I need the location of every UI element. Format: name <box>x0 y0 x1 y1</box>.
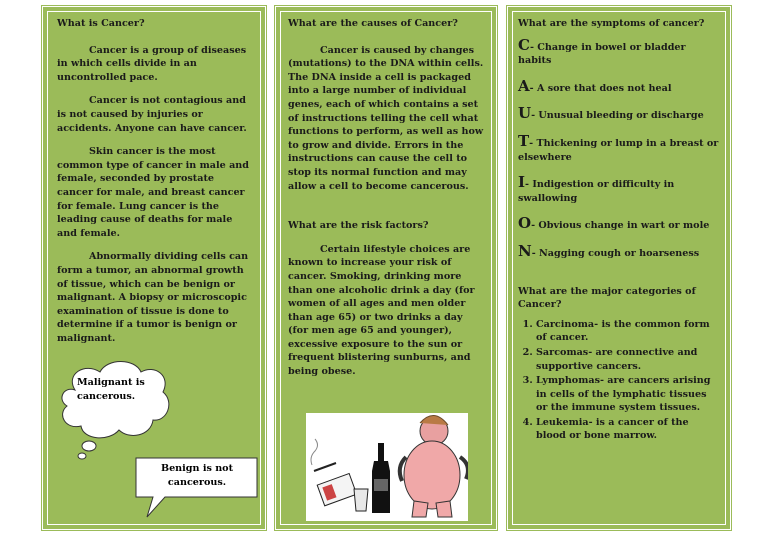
symptom-letter: A <box>518 76 530 95</box>
category-item: 1. Carcinoma- is the common form of cancer. <box>536 318 720 345</box>
symptom-letter: T <box>518 131 530 150</box>
paragraph-tumor: Abnormally dividing cells can form a tumor, an abnormal growth of tissue, which can be benign or malignant. A biopsy or microscopic examination of tissue is done to determine if a tumor is benign or malignant. <box>57 251 249 344</box>
panel1-text <box>57 17 253 355</box>
symptom-item <box>518 173 720 205</box>
thought-cloud-icon <box>55 360 173 460</box>
symptom-letter: I <box>518 173 526 192</box>
symptom-text: - Change in bowel or bladder habits <box>518 41 686 67</box>
paragraph-risk-factors: Certain lifestyle choices are known to increase your risk of cancer. Smoking, drinking more than one alcoholic drink a day (for women of all ages and men older than age 65) or two drinks a day (for men age 65 and younger), excessive exposure to the sun or frequent blistering sunburns, and being obese. <box>288 243 475 378</box>
category-item: 4. Leukemia- is a cancer of the blood or bone marrow. <box>536 416 720 443</box>
paragraph-not-contagious: Cancer is not contagious and is not caused by injuries or accidents. Anyone can have cancer. <box>57 95 247 134</box>
symptom-text: - Thickening or lump in a breast or elsewhere <box>518 137 719 163</box>
paragraph-definition: Cancer is a group of diseases in which cells divide in an uncontrolled pace. <box>57 44 247 83</box>
symptom-item <box>518 131 720 164</box>
callout-text-benign: Benign is not cancerous. <box>160 463 234 488</box>
symptom-item <box>518 214 720 233</box>
symptom-letter: O <box>518 214 532 233</box>
paragraph-skin-cancer: Skin cancer is the most common type of cancer in male and female, seconded by prostate cancer for male, and breast cancer for female. Lung cancer is the leading cause of deaths for male and female. <box>57 146 249 239</box>
glass-icon <box>354 489 368 511</box>
symptom-item <box>518 241 720 261</box>
category-item: 2. Sarcomas- are connective and supportive cancers. <box>536 346 720 373</box>
symptom-text: - Unusual bleeding or discharge <box>531 110 704 122</box>
symptom-letter: U <box>518 104 532 123</box>
panel-what-is-cancer <box>42 6 266 530</box>
symptom-item <box>518 104 720 123</box>
cloud-text-malignant: Malignant is cancerous. <box>77 377 145 402</box>
symptom-letter: N <box>518 241 532 260</box>
symptom-text: - Indigestion or difficulty in swallowing <box>518 179 675 204</box>
categories-list <box>518 318 720 443</box>
symptom-text: - Nagging cough or hoarseness <box>531 247 700 259</box>
symptom-letter: C <box>518 35 530 54</box>
heading-what-is-cancer: What is Cancer? <box>57 18 145 29</box>
category-item: 3. Lymphomas- are cancers arising in cells of the lymphatic tissues or the immune system tissues. <box>536 374 720 415</box>
panel-causes <box>275 6 497 530</box>
heading-risk-factors: What are the risk factors? <box>288 220 429 232</box>
symptom-item <box>518 76 720 96</box>
heading-categories: What are the major categories of Cancer? <box>518 285 696 311</box>
panel-symptoms <box>507 6 731 530</box>
symptom-text: - Obvious change in wart or mole <box>531 220 710 232</box>
lifestyle-illustration <box>306 413 468 521</box>
panel2-text <box>288 17 484 389</box>
heading-symptoms: What are the symptoms of cancer? <box>518 18 705 29</box>
symptom-item <box>518 35 720 68</box>
heading-causes: What are the causes of Cancer? <box>288 18 458 29</box>
symptom-text: - A sore that does not heal <box>529 82 672 94</box>
panel3-text <box>518 17 720 444</box>
paragraph-causes: Cancer is caused by changes (mutations) to the DNA within cells. The DNA inside a cell is packaged into a large number of individual genes, each of which contains a set of instructions telling the cell what functions to perform, as well as how to grow and divide. Errors in the instructions can cause the cell to stop its normal function and may allow a cell to become cancerous. <box>288 44 484 192</box>
